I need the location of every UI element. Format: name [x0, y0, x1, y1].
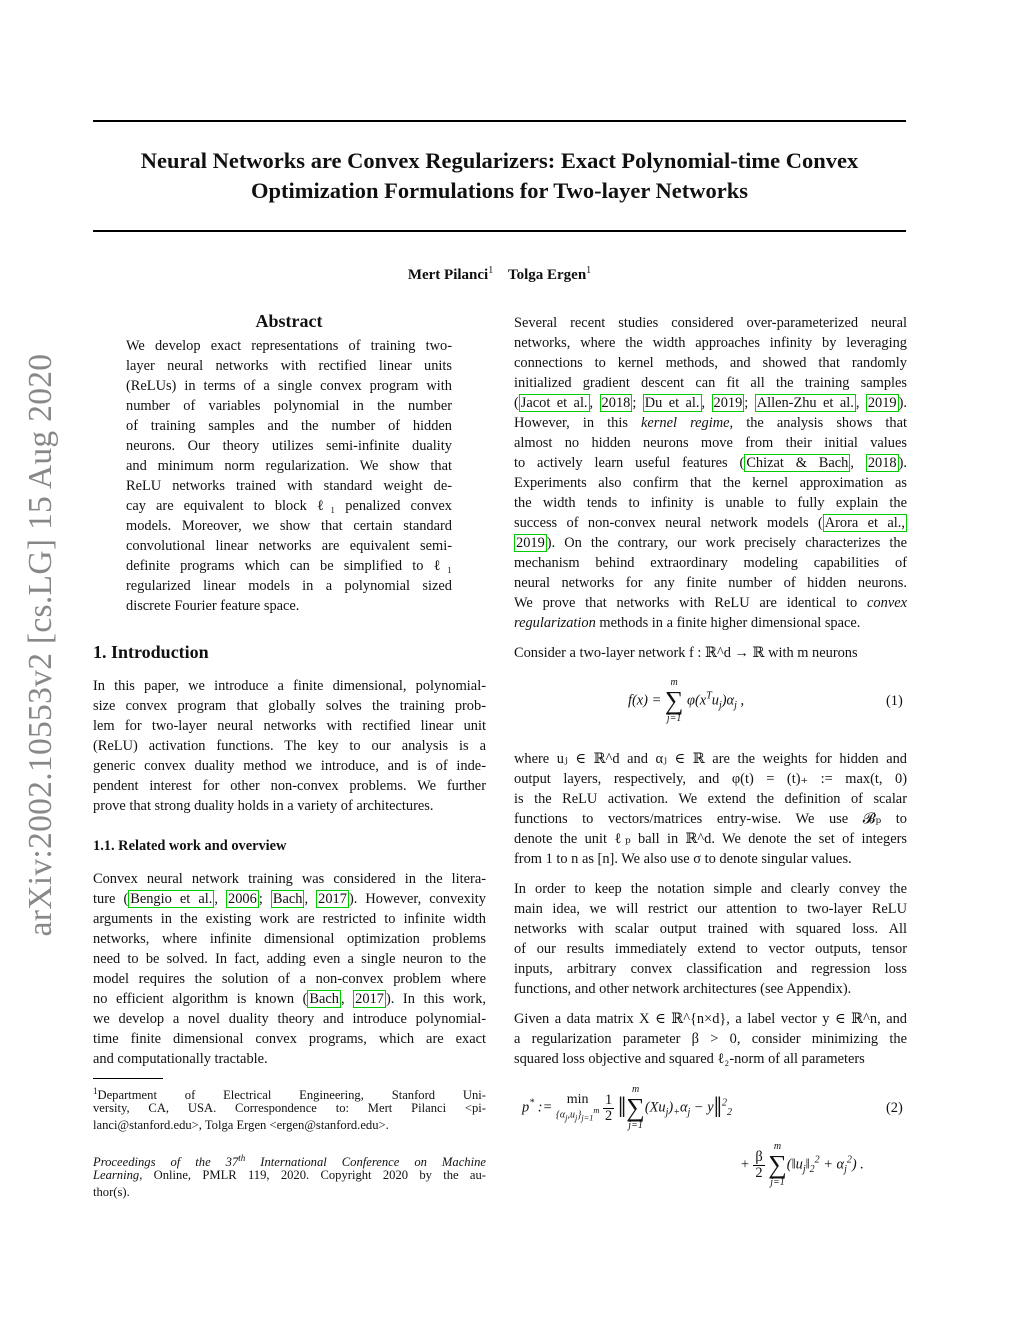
body-line: neural networks for any finite number of hidden neurons.	[514, 575, 907, 591]
body-line: initialized gradient descent can fit all the training samples	[514, 375, 907, 391]
body-line: the width tends to infinity is unable to fully explain the	[514, 495, 907, 511]
author-name: Tolga Ergen	[507, 267, 587, 283]
body-line: to actively learn useful features ( Chizat & Bach , 2018 ).	[514, 455, 907, 471]
body-line: Given a data matrix X ∈ ℝ^{n×d}, a label vector y ∈ ℝ^n, and	[514, 1011, 907, 1027]
footnote-line: Learning, Online, PMLR 119, 2020. Copyright 2020 by the au-	[93, 1168, 486, 1182]
citation-link[interactable]: Jacot et al.	[520, 395, 588, 411]
right-column-paragraph-2	[514, 643, 907, 663]
body-line: connections to kernel methods, and showed that randomly	[514, 355, 907, 371]
intro-line: In this paper, we introduce a finite dimensional, polynomial-	[93, 678, 486, 694]
footnote-line: lanci@stanford.edu>, Tolga Ergen <ergen@stanford.edu>.	[93, 1118, 389, 1132]
abstract-body	[126, 336, 452, 616]
related-line: no efficient algorithm is known ( Bach , 2017 ). In this work,	[93, 991, 486, 1007]
citation-link[interactable]: Bengio et al.	[130, 891, 213, 907]
footnote-proceedings	[93, 1150, 486, 1201]
equation-2-number: (2)	[886, 1100, 903, 1116]
intro-body	[93, 676, 486, 816]
abstract-line: We develop exact representations of training two-	[126, 338, 452, 354]
body-line: mechanism behind extraordinary modeling capabilities of	[514, 555, 907, 571]
related-line: networks, where infinite dimensional optimization problems	[93, 931, 486, 947]
citation-link[interactable]: Allen-Zhu et al.	[756, 395, 854, 411]
title-bottom-rule	[93, 230, 906, 232]
arxiv-id: arXiv:2002.10553v2 [cs.LG] 15 Aug 2020	[22, 353, 59, 937]
title-line-2: Optimization Formulations for Two-layer Networks	[250, 178, 749, 203]
abstract-line: discrete Fourier feature space.	[126, 598, 300, 614]
abstract-line: definite programs which can be simplified to ℓ₁	[126, 558, 452, 574]
section-heading-introduction: 1. Introduction	[93, 642, 209, 662]
body-line: networks, where the width approaches infinity by leveraging	[514, 335, 907, 351]
citation-link[interactable]: 2019	[516, 535, 545, 551]
body-line: from 1 to n as [n]. We also use σ to denote singular values.	[514, 851, 852, 867]
equation-1: f(x) = m ∑ j=1 $\varphi(x^Tu_j)\alpha_j$ ,	[628, 677, 745, 724]
top-rule	[93, 120, 906, 122]
abstract-heading: Abstract	[255, 311, 323, 331]
body-line: functions to vectors/matrices entry-wise. We use 𝓑ₚ to	[514, 811, 907, 827]
citation-link[interactable]: 2018	[867, 455, 897, 471]
citation-link[interactable]: Du et al.	[644, 395, 700, 411]
related-line: ture ( Bengio et al. , 2006 ; Bach , 2017 ). However, convexity	[93, 891, 486, 907]
author-affil: 1	[488, 265, 494, 276]
citation-link[interactable]: Bach	[309, 991, 339, 1007]
related-work-body	[93, 869, 486, 1069]
intro-line: lem for two-layer neural networks with rectified linear unit	[93, 718, 486, 734]
right-column-paragraph-5	[514, 1009, 907, 1069]
related-line: need to be solved. In fact, adding even a single neuron to the	[93, 951, 486, 967]
subsection-heading-related-work: 1.1. Related work and overview	[93, 838, 287, 854]
body-line: 2019 ). On the contrary, our work precisely characterizes the	[516, 535, 907, 551]
body-line: functions, and other network architectures (see Appendix).	[514, 981, 852, 997]
citation-link[interactable]: 2017	[318, 891, 347, 907]
body-line: Consider a two-layer network f : ℝ^d → ℝ with m neurons	[514, 645, 858, 661]
body-line: where uⱼ ∈ ℝ^d and αⱼ ∈ ℝ are the weights for hidden and	[514, 751, 907, 767]
related-line: arguments in the existing work are restricted to infinite width	[93, 911, 486, 927]
body-line: almost no hidden neurons move from their initial values	[514, 435, 907, 451]
footnote-line: versity, CA, USA. Correspondence to: Mert Pilanci <pi-	[93, 1101, 486, 1115]
related-line: and computationally tractable.	[93, 1051, 268, 1067]
related-line: Convex neural network training was considered in the litera-	[93, 871, 486, 887]
citation-link[interactable]: 2018	[601, 395, 631, 411]
abstract-line: neurons. Our theory utilizes semi-infinite duality	[126, 438, 452, 454]
footnote-rule	[93, 1078, 163, 1079]
intro-line: generic convex duality method we introduce, and is of inde-	[93, 758, 486, 774]
abstract-line: and minimum norm regularization. We show that	[126, 458, 452, 474]
footnote-line: $^1$Department of Electrical Engineering, Stanford Uni-	[93, 1086, 486, 1103]
footnote-line: Proceedings of the 37th International Conference on Machine	[93, 1153, 486, 1170]
body-line: networks with scalar output trained with squared loss. All	[514, 921, 907, 937]
body-line: inputs, arbitrary convex classification and regression loss	[514, 961, 907, 977]
abstract-line: convolutional linear networks are equivalent semi-	[126, 538, 452, 554]
arxiv-watermark	[18, 345, 64, 945]
abstract-line: of training samples and the number of hidden	[126, 418, 452, 434]
author-list	[93, 265, 906, 284]
abstract-line: (ReLUs) in terms of a single convex program with	[126, 378, 452, 394]
intro-line: prove that strong duality holds in a variety of architectures.	[93, 798, 434, 814]
body-line: output layers, respectively, and φ(t) = (t)₊ := max(t, 0)	[514, 771, 907, 787]
citation-link[interactable]: 2019	[867, 395, 897, 411]
body-line: ( Jacot et al. , 2018 ; Du et al. , 2019 ; Allen-Zhu et al. , 2019 ).	[514, 395, 907, 411]
paper-title	[93, 146, 906, 206]
body-line: squared loss objective and squared ℓ₂-norm of all parameters	[514, 1051, 865, 1067]
abstract-line: models. Moreover, we show that certain standard	[126, 518, 452, 534]
right-column-paragraph-4	[514, 879, 907, 999]
body-line: In order to keep the notation simple and clearly convey the	[514, 881, 907, 897]
citation-link[interactable]: Arora et al.,	[824, 515, 905, 531]
author-affil: 1	[586, 265, 592, 276]
abstract-line: number of variables polynomial in the number	[126, 398, 452, 414]
equation-1-number: (1)	[886, 693, 903, 709]
abstract-line: ReLU networks trained with standard weight de-	[126, 478, 452, 494]
body-line: Experiments also confirm that the kernel approximation as	[514, 475, 907, 491]
intro-line: size convex program that globally solves the training prob-	[93, 698, 486, 714]
body-line: is the ReLU activation. We extend the definition of scalar	[514, 791, 907, 807]
right-column-paragraph-3	[514, 749, 907, 869]
citation-link[interactable]: Chizat & Bach	[746, 455, 849, 471]
body-line: Several recent studies considered over-parameterized neural	[514, 315, 907, 331]
author-name: Mert Pilanci	[407, 267, 489, 283]
citation-link[interactable]: 2006	[228, 891, 257, 907]
footnote-line: thor(s).	[93, 1185, 130, 1199]
related-line: we develop a novel duality theory and introduce polynomial-	[93, 1011, 486, 1027]
abstract-line: regularized linear models in a polynomial sized	[126, 578, 452, 594]
body-line: regularization methods in a finite higher dimensional space.	[514, 615, 861, 631]
body-line: success of non-convex neural network models ( Arora et al.,	[514, 515, 905, 531]
intro-line: (ReLU) activation functions. The key to our analysis is a	[93, 738, 486, 754]
footnote-affiliation	[93, 1083, 486, 1134]
abstract-line: layer neural networks with rectified linear units	[126, 358, 452, 374]
body-line: We prove that networks with ReLU are identical to convex	[514, 595, 907, 611]
title-line-1: Neural Networks are Convex Regularizers: Exact Polynomial-time Convex	[140, 148, 859, 173]
equation-2-line-2: + $\frac{\beta}{2}$ m ∑ j=1 $(‖u_j‖_2^2 + \alpha_j^2)$ .	[740, 1141, 864, 1188]
body-line: denote the unit ℓₚ ball in ℝ^d. We denote the set of integers	[514, 831, 907, 847]
body-line: main idea, we will restrict our attention to two-layer ReLU	[514, 901, 907, 917]
citation-link[interactable]: 2017	[355, 991, 384, 1007]
citation-link[interactable]: Bach	[272, 891, 303, 907]
right-column-paragraph-1	[514, 313, 907, 633]
body-line: However, in this kernel regime, the analysis shows that	[514, 415, 907, 431]
body-line: a regularization parameter β > 0, consider minimizing the	[514, 1031, 907, 1047]
equation-2-line-1: p* := min $\{\alpha_j,u_j\}_{j=1}^m$ $\frac{1}{2}$ ‖ m ∑ j=1 $(Xu_j)_+\alpha_j$ − y‖$^2_2$	[522, 1084, 733, 1131]
intro-line: pendent interest for other non-convex problems. We further	[93, 778, 486, 794]
body-line: of our results immediately extend to vector outputs, tensor	[514, 941, 907, 957]
related-line: time finite dimensional convex programs, which are exact	[93, 1031, 486, 1047]
abstract-line: cay are equivalent to block ℓ₁ penalized convex	[126, 498, 452, 514]
citation-link[interactable]: 2019	[713, 395, 743, 411]
related-line: model requires the solution of a non-convex problem where	[93, 971, 486, 987]
